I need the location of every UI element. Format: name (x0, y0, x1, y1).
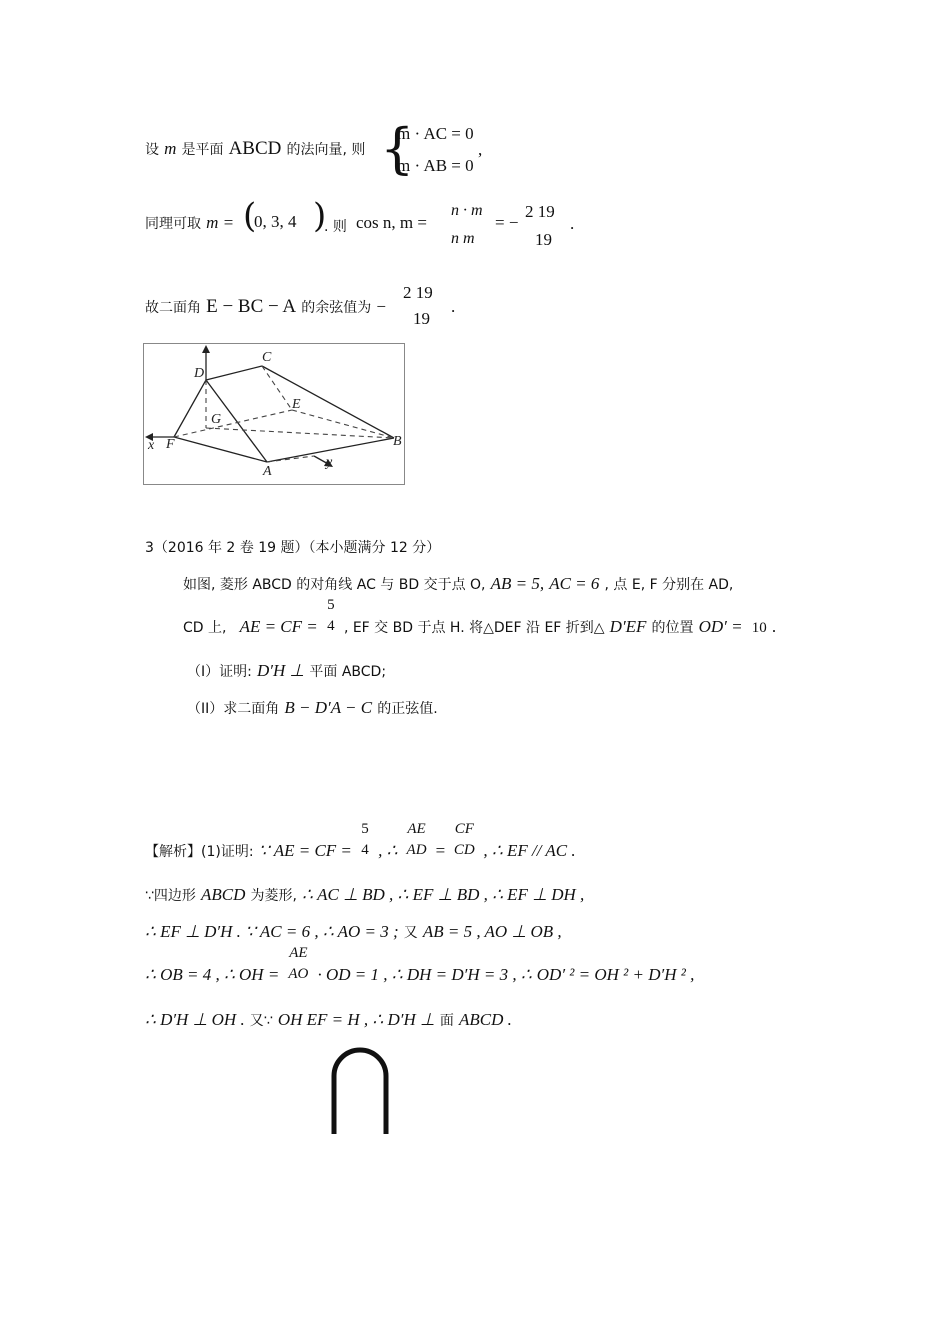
math-pythagoras: OD′ ² = OH ² + D′H ² , (536, 965, 695, 984)
label-c: C (262, 350, 272, 365)
text: 平面 ABCD; (309, 664, 387, 680)
label-y: y (326, 455, 333, 470)
text: 如图, 菱形 ABCD 的对角线 AC 与 BD 交于点 O, (183, 577, 486, 593)
problem-line-2 (183, 597, 777, 637)
problem-line-1 (183, 574, 733, 594)
text: 的位置 (651, 620, 694, 636)
fraction-ae-ad (403, 819, 431, 860)
math: ABCD (201, 885, 246, 904)
text: 的余弦值为 (301, 300, 372, 316)
system-equation-1: m · AC = 0 (397, 124, 474, 143)
math-ab: AB = 5, (490, 574, 545, 593)
line-cosine-answer (145, 296, 386, 318)
equals-minus: = − (495, 213, 519, 232)
solution-line-2 (145, 885, 584, 905)
label-e: E (292, 397, 301, 412)
text: , 点 E, F 分别在 AD, (604, 577, 734, 593)
math: ∴ OB = 4 , ∴ OH = (145, 965, 280, 984)
math-m-eq: m = (206, 213, 235, 232)
solution-line-4 (145, 945, 695, 985)
denominator: 4 (327, 618, 335, 634)
label-d: D (194, 366, 205, 381)
geometry-figure (143, 343, 405, 485)
math-m: m (164, 139, 177, 158)
math-ae-cf: AE = CF = (239, 617, 318, 636)
vector-value: 0, 3, 4 (254, 212, 297, 231)
text: 设 (145, 142, 159, 158)
period: . (570, 214, 575, 233)
period: . (451, 297, 456, 316)
fraction-denominator: n m (451, 230, 475, 247)
edge-ce (262, 366, 292, 410)
math: AB = 5 , AO ⊥ OB , (422, 922, 562, 941)
math-angle: E − BC − A (206, 296, 297, 317)
text: 是平面 (181, 142, 224, 158)
value-numerator: 2 19 (525, 202, 555, 221)
figure-svg (144, 344, 404, 484)
system-brace: { (380, 117, 415, 180)
label-f: F (166, 437, 175, 452)
solution-tag: 【解析】(1)证明: (145, 844, 254, 860)
text: ∵四边形 (145, 888, 196, 904)
text: （I）证明: (187, 664, 252, 680)
edge-dc (206, 366, 262, 380)
line-normal-vector (145, 138, 365, 160)
math: ∴ AC ⊥ BD , ∴ EF ⊥ BD , ∴ EF ⊥ DH , (302, 885, 585, 904)
fraction-5-4 (323, 595, 339, 636)
arrow-z (202, 345, 210, 353)
paren-open: ( (243, 196, 257, 236)
text: CD 上, (183, 620, 227, 636)
math-abcd: ABCD (228, 138, 282, 159)
answer-numerator: 2 19 (403, 283, 433, 302)
solution-line-3 (145, 922, 562, 942)
text: 为菱形, (250, 888, 297, 904)
solution-line-5 (145, 1010, 512, 1030)
text: 同理可取 (145, 216, 201, 232)
edge-fa (174, 437, 267, 462)
denominator: AD (406, 842, 427, 858)
equals: = (435, 841, 446, 860)
system-comma: , (478, 140, 483, 159)
edge-fe (174, 410, 292, 437)
fraction-ae-ao (284, 943, 312, 984)
system-equation-2: m · AB = 0 (397, 156, 474, 175)
denominator: 4 (361, 842, 369, 858)
text: 的正弦值. (377, 701, 438, 717)
math-ac: AC = 6 (549, 574, 600, 593)
math: ABCD . (458, 1010, 512, 1029)
edge-cb (262, 366, 394, 438)
text: （II）求二面角 (187, 701, 280, 717)
math: · OD = 1 , ∴ DH = D′H = 3 , ∴ (317, 965, 532, 984)
text: , EF 交 BD 于点 H. 将△DEF 沿 EF 折到△ (343, 620, 605, 636)
numerator: 5 (361, 821, 369, 837)
intersection-symbol-icon (326, 1042, 396, 1138)
math-dh: D′H ⊥ (256, 661, 305, 680)
text: 的法向量, 则 (286, 142, 366, 158)
label-g: G (211, 412, 222, 427)
numerator: AE (407, 821, 426, 837)
numerator: AE (289, 945, 308, 961)
text: 又∵ (249, 1013, 273, 1029)
label-b: B (393, 434, 402, 449)
cos-expression: cos n, m = (356, 213, 427, 232)
label-x: x (148, 438, 155, 453)
fraction-cf-cd (450, 819, 478, 860)
edge-gb (206, 428, 394, 438)
text-then: . 则 (324, 219, 347, 235)
problem-header: 3（2016 年 2 卷 19 题）（本小题满分 12 分） (145, 540, 441, 556)
math: OH EF = H , ∴ D′H ⊥ (277, 1010, 435, 1029)
text: 故二面角 (145, 300, 201, 316)
numerator: CF (454, 821, 474, 837)
question-2 (187, 698, 438, 718)
math: ∴ EF ⊥ D′H . ∵ AC = 6 , ∴ AO = 3 ; (145, 922, 399, 941)
value-denominator: 19 (535, 230, 552, 249)
paren-close: ) (313, 196, 327, 236)
denominator: AO (288, 966, 309, 982)
math-def: D′EF (609, 617, 647, 636)
denominator: CD (453, 842, 475, 858)
math: , ∴ EF // AC . (483, 841, 576, 860)
math: , ∴ (378, 841, 398, 860)
solution-line-1 (145, 821, 576, 861)
text: 又 (403, 925, 418, 941)
fraction-numerator: n · m (451, 202, 483, 219)
math: ∵ AE = CF = (258, 841, 352, 860)
text: 面 (439, 1013, 454, 1029)
question-1 (187, 661, 386, 681)
fraction-5-4 (357, 819, 373, 860)
value-sqrt10: 10 (751, 620, 767, 636)
math: ∴ D′H ⊥ OH . (145, 1010, 245, 1029)
edge-df (174, 380, 206, 437)
math-dihedral: B − D′A − C (284, 698, 373, 717)
label-a: A (263, 464, 272, 479)
math-od: OD′ = (698, 617, 743, 636)
line-other-normal (145, 213, 234, 233)
period: . (771, 617, 777, 636)
numerator: 5 (327, 597, 335, 613)
answer-denominator: 19 (413, 309, 430, 328)
minus: − (376, 297, 386, 316)
